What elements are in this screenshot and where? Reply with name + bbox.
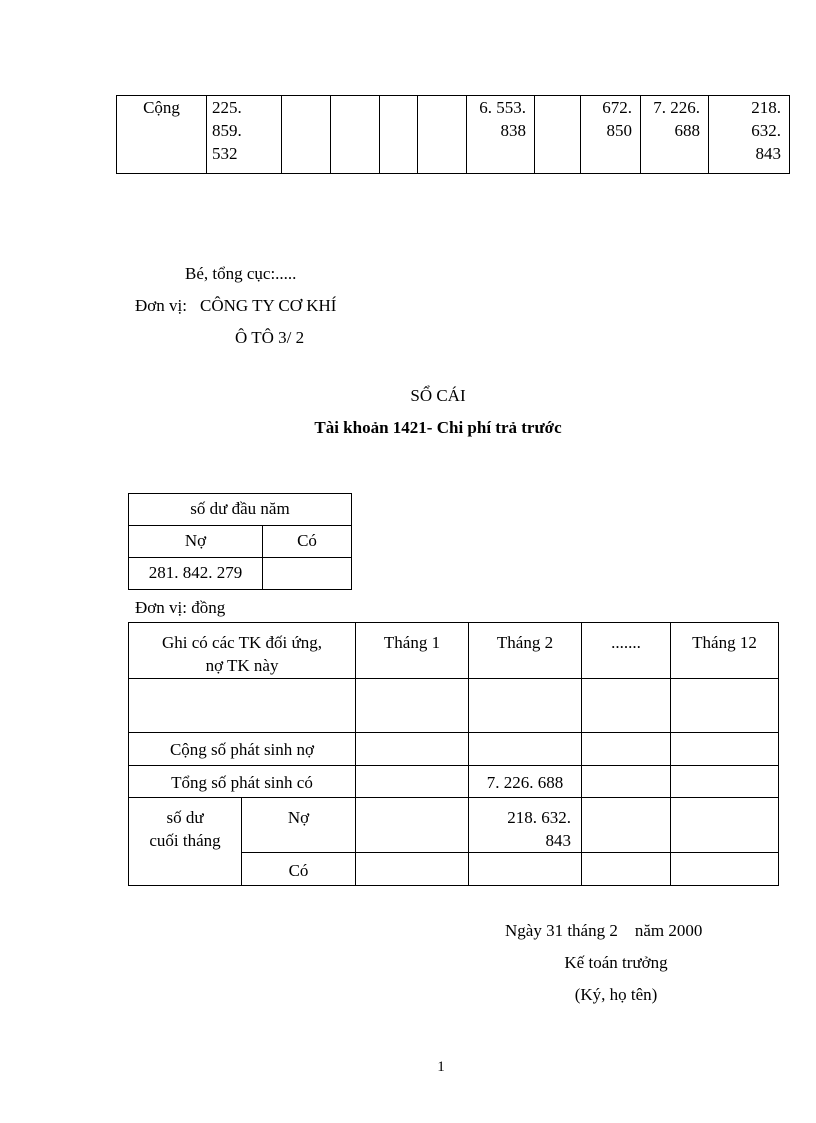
top-cell-10: 218. 632. 843 [709,96,790,174]
ledger-head-month-12: Tháng 12 [671,623,779,679]
ledger-cell [469,733,582,766]
ledger-empty-cell [671,679,779,733]
ledger-row-debit-total: Cộng số phát sinh nợ [129,733,356,766]
ledger-cell [356,798,469,853]
opening-balance-table [128,493,352,590]
ledger-cell [671,733,779,766]
top-cell-6: 6. 553. 838 [467,96,535,174]
top-total-label: Cộng [117,96,207,174]
top-cell-2 [282,96,331,174]
ledger-cell [582,798,671,853]
ledger-head-month-2: Tháng 2 [469,623,582,679]
ledger-empty-cell [356,679,469,733]
ledger-head-month-1: Tháng 1 [356,623,469,679]
top-cell-5 [418,96,467,174]
ledger-balance-label: số dư cuối tháng [129,798,242,886]
ministry-line: Bé, tổng cục:..... [185,264,297,283]
signature-note: (Ký, họ tên) [574,985,658,1004]
unit-label: Đơn vị: [135,296,187,315]
opening-no-label: Nợ [129,526,263,558]
top-cell-3 [331,96,380,174]
page-number: 1 [437,1059,445,1075]
ledger-cell [671,766,779,798]
opening-no-value: 281. 842. 279 [129,558,263,590]
currency-unit: Đơn vị: đồng [135,598,226,617]
ledger-balance-co-label: Có [242,853,356,886]
ledger-table [128,622,779,886]
ledger-cell [469,853,582,886]
ledger-row-credit-total: Tổng số phát sinh có [129,766,356,798]
opening-co-label: Có [263,526,352,558]
top-cell-7 [535,96,581,174]
top-total-table [116,95,790,174]
ledger-cell [671,798,779,853]
page-subtitle: Tài khoản 1421- Chi phí trả trước [314,418,562,437]
ledger-empty-cell [469,679,582,733]
ledger-cell [356,733,469,766]
top-cell-4 [380,96,418,174]
ledger-balance-no-month-2: 218. 632. 843 [469,798,582,853]
ledger-cell [671,853,779,886]
top-cell-8: 672. 850 [581,96,641,174]
ledger-head-month-ellipsis: ....... [582,623,671,679]
top-cell-9: 7. 226. 688 [641,96,709,174]
ledger-cell [356,766,469,798]
ledger-cell [582,733,671,766]
ledger-credit-total-month-2: 7. 226. 688 [469,766,582,798]
top-cell-1: 225. 859. 532 [207,96,282,174]
unit-name-line-1: CÔNG TY CƠ KHÍ [200,296,337,315]
signature-role: Kế toán trưởng [564,953,668,972]
ledger-empty-cell [582,679,671,733]
opening-balance-header: số dư đầu năm [129,494,352,526]
opening-co-value [263,558,352,590]
ledger-balance-no-label: Nợ [242,798,356,853]
page-title: SỔ CÁI [410,386,466,405]
signature-date: Ngày 31 tháng 2 năm 2000 [505,921,703,940]
ledger-cell [582,853,671,886]
ledger-empty-cell [129,679,356,733]
ledger-head-account: Ghi có các TK đối ứng, nợ TK này [129,623,356,679]
unit-name-line-2: Ô TÔ 3/ 2 [235,328,305,347]
ledger-cell [582,766,671,798]
ledger-cell [356,853,469,886]
